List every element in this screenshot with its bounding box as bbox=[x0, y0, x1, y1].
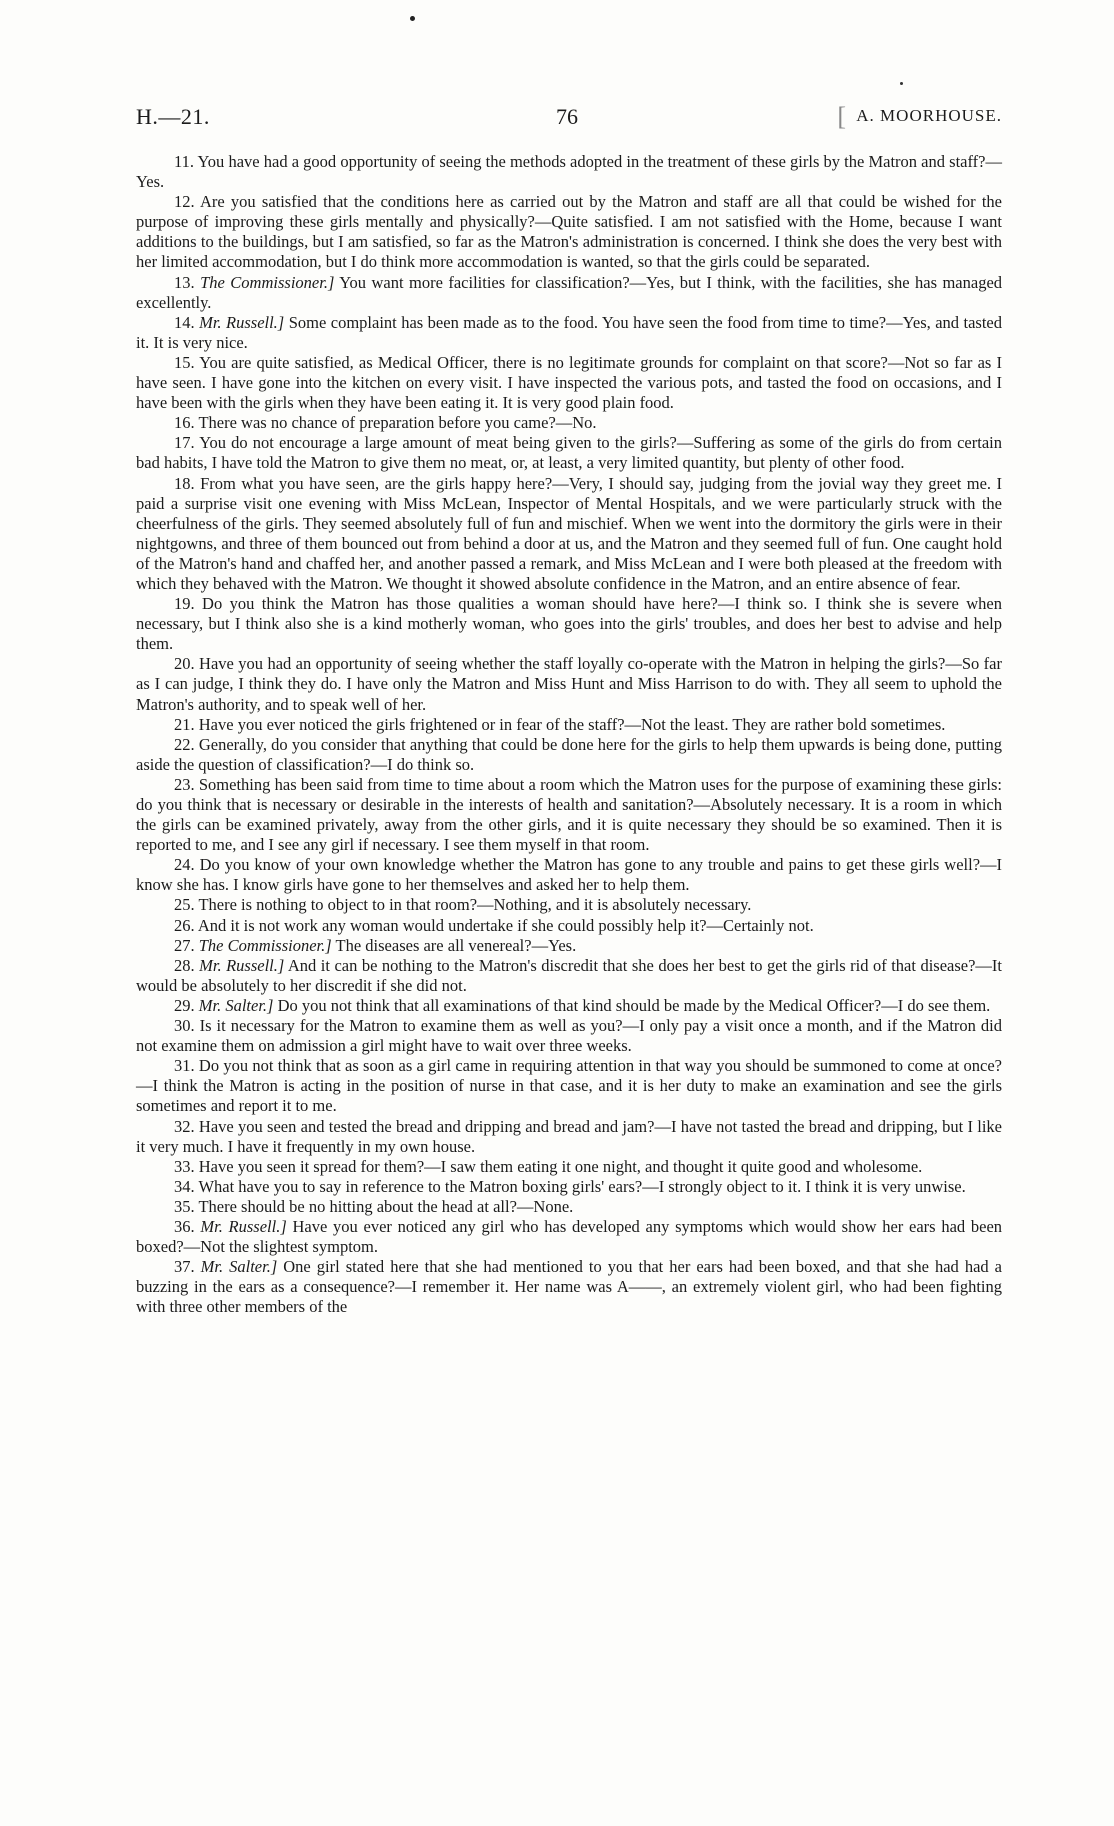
speaker-label: Mr. Russell.] bbox=[199, 955, 285, 975]
question-answer-text: Do you not think that as soon as a girl came in requiring attention in that way you should be summoned to come at once?—I think the Matron is acting in the position of nurse in that case, and it is her duty to make an examination and see the girls sometimes and report it to me. bbox=[136, 1056, 1002, 1116]
testimony-paragraph bbox=[136, 313, 1002, 353]
question-number: 32. bbox=[174, 1116, 195, 1136]
question-answer-text: Are you satisfied that the conditions here as carried out by the Matron and staff are all that could be wished for the purpose of improving these girls mentally and physically?—Quite satisfied. I am not satisfied with the Home, because I want additions to the buildings, but I am satisfied, so far as the Matron's administration is concerned. I think she does the very best with her limited accommodation, but I do think more accommodation is wanted, so that the girls could be separated. bbox=[136, 192, 1002, 272]
question-answer-text: There is nothing to object to in that room?—Nothing, and it is absolutely necessary. bbox=[198, 895, 752, 915]
speaker-label: The Commissioner.] bbox=[198, 935, 332, 955]
question-number: 33. bbox=[174, 1156, 195, 1176]
question-answer-text: You have had a good opportunity of seeing the methods adopted in the treatment of these girls by the Matron and staff?—Yes. bbox=[136, 152, 1002, 192]
question-number: 17. bbox=[174, 433, 195, 453]
question-answer-text: One girl stated here that she had mentioned to you that her ears had been boxed, and that she had had a buzzing in the ears as a consequence?—I remember it. Her name was A——, an extremely violent girl, who had been fighting with three other members of the bbox=[136, 1257, 1002, 1317]
testimony-paragraph bbox=[136, 1117, 1002, 1157]
question-number: 37. bbox=[174, 1257, 195, 1277]
question-number: 27. bbox=[174, 935, 195, 955]
report-reference: H.—21. bbox=[136, 104, 210, 129]
testimony-paragraph bbox=[136, 273, 1002, 313]
testimony-paragraph bbox=[136, 1157, 1002, 1177]
question-answer-text: Have you seen and tested the bread and dripping and bread and jam?—I have not tasted the bread and dripping, but I like it very much. I have it frequently in my own house. bbox=[136, 1116, 1003, 1156]
question-number: 13. bbox=[174, 272, 195, 292]
question-answer-text: You want more facilities for classification?—Yes, but I think, with the facilities, she has managed excellently. bbox=[136, 272, 1003, 312]
testimony-paragraph bbox=[136, 735, 1002, 775]
question-answer-text: What have you to say in reference to the Matron boxing girls' ears?—I strongly object to it. I think it is very unwise. bbox=[198, 1176, 966, 1196]
testimony-paragraph bbox=[136, 594, 1002, 654]
question-number: 26. bbox=[174, 915, 195, 935]
testimony-paragraph bbox=[136, 996, 1002, 1016]
speaker-label: Mr. Salter.] bbox=[200, 1257, 278, 1277]
question-number: 23. bbox=[174, 774, 195, 794]
question-number: 24. bbox=[174, 855, 195, 875]
question-answer-text: The diseases are all venereal?—Yes. bbox=[335, 935, 577, 955]
speaker-label: Mr. Russell.] bbox=[199, 312, 285, 332]
testimony-paragraph bbox=[136, 1016, 1002, 1056]
question-answer-text: Do you not think that all examinations of that kind should be made by the Medical Officer?—I do see them. bbox=[277, 995, 991, 1015]
testimony-paragraph bbox=[136, 956, 1002, 996]
question-number: 29. bbox=[174, 995, 195, 1015]
testimony-paragraph bbox=[136, 916, 1002, 936]
question-number: 34. bbox=[174, 1176, 195, 1196]
stray-tick-mark bbox=[900, 82, 903, 85]
question-answer-text: Do you think the Matron has those qualities a woman should have here?—I think so. I think she is severe when necessary, but I think also she is a kind motherly woman, who goes into the girls' troubles, and does her best to advise and help them. bbox=[136, 594, 1003, 654]
question-number: 11. bbox=[174, 152, 195, 171]
question-answer-text: Generally, do you consider that anything that could be done here for the girls to help them upwards is being done, putting aside the question of classification?—I do think so. bbox=[136, 734, 1003, 774]
testimony-paragraph bbox=[136, 715, 1002, 735]
question-number: 28. bbox=[174, 955, 195, 975]
question-number: 19. bbox=[174, 594, 195, 614]
question-number: 31. bbox=[174, 1056, 195, 1076]
question-answer-text: Some complaint has been made as to the food. You have seen the food from time to time?—Yes, and tasted it. It is very nice. bbox=[136, 312, 1002, 352]
question-number: 18. bbox=[174, 473, 195, 493]
question-number: 21. bbox=[174, 714, 195, 734]
testimony-paragraph bbox=[136, 353, 1002, 413]
question-number: 35. bbox=[174, 1196, 195, 1216]
question-answer-text: Have you had an opportunity of seeing whether the staff loyally co-operate with the Matron in helping the girls?—So far as I can judge, I think they do. I have only the Matron and Miss Hunt and Miss Harrison to do with. They all seem to uphold the Matron's authority, and to speak well of her. bbox=[136, 654, 1002, 714]
question-number: 12. bbox=[174, 192, 195, 212]
question-answer-text: Something has been said from time to time about a room which the Matron uses for the purpose of examining these girls: do you think that is necessary or desirable in the interests of health and sanitation?—Absolutely necessary. It is a room in which the girls can be examined privately, away from the other girls, and it is quite necessary they should be so examined. Then it is reported to me, and I see any girl if necessary. I see them myself in that room. bbox=[136, 774, 1002, 855]
page-number: 76 bbox=[556, 104, 578, 129]
question-answer-text: And it is not work any woman would undertake if she could possibly help it?—Certainly not. bbox=[197, 915, 814, 935]
question-answer-text: From what you have seen, are the girls happy here?—Very, I should say, judging from the jovial way they greet me. I paid a surprise visit one evening with Miss McLean, Inspector of Mental Hospitals, and we were particularly struck with the cheerfulness of the girls. They seemed absolutely full of fun and mischief. When we went into the dormitory the girls were in their nightgowns, and three of them bounced out from behind a door at us, and the Matron and they seemed full of fun. One caught hold of the Matron's hand and chaffed her, and another passed a remark, and Miss McLean and I were both pleased at the freedom with which they behaved with the Matron. We thought it showed absolute confidence in the Matron, and an entire absence of fear. bbox=[136, 473, 1003, 593]
speaker-label: Mr. Russell.] bbox=[200, 1216, 287, 1236]
testimony-paragraph bbox=[136, 855, 1002, 895]
testimony-paragraph bbox=[136, 1197, 1002, 1217]
question-number: 15. bbox=[174, 352, 195, 372]
testimony-paragraph bbox=[136, 1217, 1002, 1257]
stray-dot-mark bbox=[410, 16, 415, 21]
question-answer-text: Do you know of your own knowledge whether the Matron has gone to any trouble and pains to get these girls well?—I know she has. I know girls have gone to her themselves and asked her to help them. bbox=[136, 855, 1003, 895]
testimony-paragraph bbox=[136, 936, 1002, 956]
testimony-paragraph bbox=[136, 1257, 1002, 1317]
question-answer-text: You do not encourage a large amount of meat being given to the girls?—Suffering as some of the girls do from certain bad habits, I have told the Matron to give them no meat, or, at least, a very limited quantity, but plenty of other food. bbox=[136, 433, 1002, 473]
question-answer-text: There should be no hitting about the head at all?—None. bbox=[198, 1196, 574, 1216]
witness-name: A. MOORHOUSE. bbox=[856, 106, 1002, 125]
testimony-paragraph bbox=[136, 474, 1002, 595]
testimony-paragraph bbox=[136, 192, 1002, 272]
question-number: 30. bbox=[174, 1016, 195, 1036]
question-number: 16. bbox=[174, 413, 195, 433]
testimony-body bbox=[136, 152, 1002, 1317]
testimony-paragraph bbox=[136, 654, 1002, 714]
question-number: 20. bbox=[174, 654, 195, 674]
testimony-paragraph bbox=[136, 433, 1002, 473]
testimony-paragraph bbox=[136, 1056, 1002, 1116]
question-answer-text: Have you ever noticed the girls frightened or in fear of the staff?—Not the least. They are rather bold sometimes. bbox=[198, 714, 946, 734]
question-number: 22. bbox=[174, 734, 195, 754]
testimony-paragraph bbox=[136, 1177, 1002, 1197]
page-header bbox=[136, 104, 1002, 134]
testimony-paragraph bbox=[136, 895, 1002, 915]
question-number: 14. bbox=[174, 312, 195, 332]
question-number: 36. bbox=[174, 1216, 195, 1236]
speaker-label: The Commissioner.] bbox=[200, 272, 335, 292]
question-answer-text: Have you seen it spread for them?—I saw them eating it one night, and thought it quite good and wholesome. bbox=[198, 1156, 923, 1176]
speaker-label: Mr. Salter.] bbox=[198, 995, 274, 1015]
testimony-paragraph bbox=[136, 775, 1002, 855]
testimony-paragraph bbox=[136, 413, 1002, 433]
question-answer-text: Is it necessary for the Matron to examine them as well as you?—I only pay a visit once a month, and if the Matron did not examine them on admission a girl might have to wait over three weeks. bbox=[136, 1016, 1002, 1056]
question-number: 25. bbox=[174, 895, 195, 915]
bracket-mark: [ bbox=[837, 102, 846, 131]
question-answer-text: And it can be nothing to the Matron's discredit that she does her best to get the girls rid of that disease?—It would be absolutely to her discredit if she did not. bbox=[136, 955, 1003, 995]
question-answer-text: There was no chance of preparation before you came?—No. bbox=[198, 413, 597, 433]
question-answer-text: Have you ever noticed any girl who has developed any symptoms which would show her ears had been boxed?—Not the slightest symptom. bbox=[136, 1216, 1003, 1257]
testimony-paragraph bbox=[136, 152, 1002, 192]
question-answer-text: You are quite satisfied, as Medical Officer, there is no legitimate grounds for complaint on that score?—Not so far as I have seen. I have gone into the kitchen on every visit. I have inspected the various pots, and tasted the food on occasions, and I have been with the girls when they have been eating it. It is very good plain food. bbox=[136, 352, 1003, 413]
